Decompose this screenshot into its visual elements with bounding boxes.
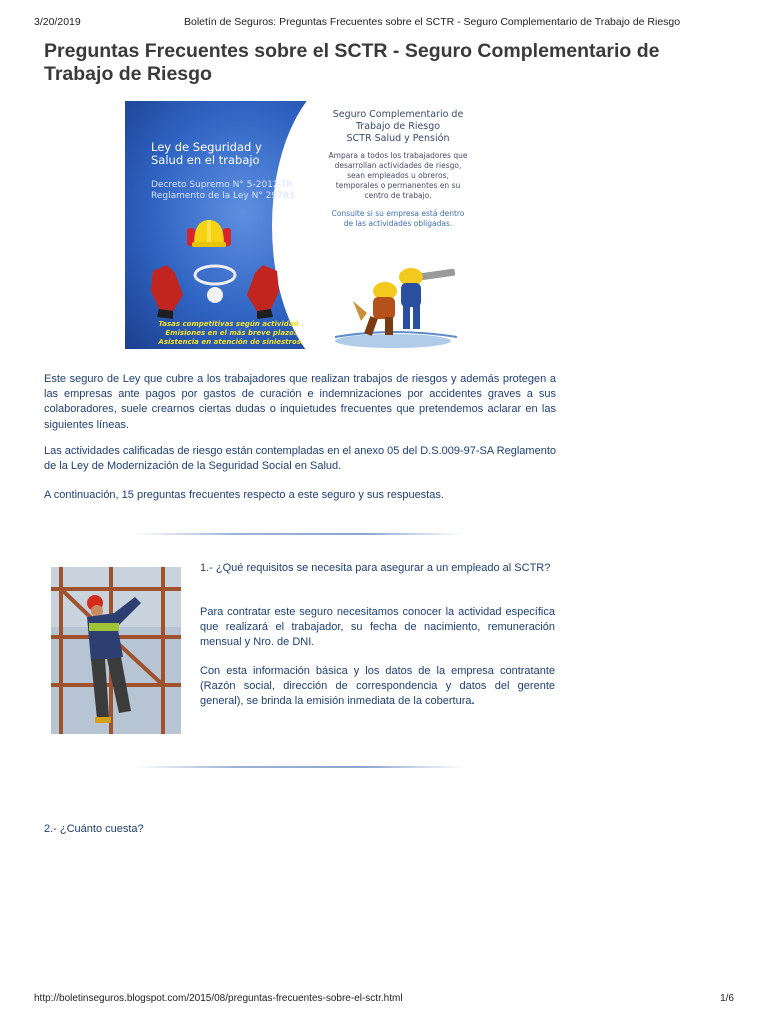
rates-line-1: Tasas competitivas según actividad .: [158, 320, 304, 328]
print-url: http://boletinseguros.blogspot.com/2015/08/preguntas-frecuentes-sobre-el-sctr.html: [34, 993, 403, 1004]
intro-paragraph-1: Este seguro de Ley que cubre a los trabajadores que realizan trabajos de riesgos y además protegen a las empresas ante pagos por gastos de curación e indemnizaciones por accidentes graves a sus colaboradores, suele crearnos ciertas dudas o inquietudes frecuentes que pretendemos aclarar en las siguientes líneas.: [44, 373, 556, 431]
page-title: Preguntas Frecuentes sobre el SCTR - Seguro Complementario de Trabajo de Riesgo: [44, 40, 660, 85]
sctr-title-line-3: SCTR Salud y Pensión: [346, 133, 450, 144]
answer-1-paragraph-2: [200, 664, 555, 710]
banner-sctr-title: [323, 109, 473, 145]
sctr-title-line-1: Seguro Complementario de: [332, 109, 464, 120]
desc-line-3: sean empleados u obreros,: [347, 171, 449, 180]
law-title-line-1: Ley de Seguridad y: [151, 140, 262, 154]
desc-line-5: centro de trabajo.: [364, 191, 432, 200]
decree-line-1: Decreto Supremo N° 5-2012-TR: [151, 180, 293, 190]
banner-law-title: [151, 141, 262, 167]
banner-description: [323, 151, 473, 201]
hard-hat-icon: [185, 214, 233, 258]
print-page-title: Boletín de Seguros: Preguntas Frecuentes sobre el SCTR - Seguro Complementario de Trabajo de Riesgo: [184, 16, 681, 28]
print-page-number: 1/6: [720, 993, 734, 1004]
decree-line-2: Reglamento de la Ley N° 29783: [151, 191, 295, 201]
print-header: [34, 16, 734, 30]
banner-note: [323, 209, 473, 229]
intro-paragraph-3: A continuación, 15 preguntas frecuentes respecto a este seguro y sus respuestas.: [44, 489, 444, 501]
sctr-banner-image: [125, 101, 475, 349]
note-line-2: de las actividades obligadas.: [343, 219, 453, 228]
answer-1-period: .: [471, 695, 475, 708]
sctr-title-line-2: Trabajo de Riesgo: [355, 121, 441, 132]
desc-line-1: Ampara a todos los trabajadores que: [328, 151, 468, 160]
cartoon-workers-illustration: [333, 261, 459, 349]
construction-worker-photo: [51, 567, 181, 734]
banner-rates-text: [141, 320, 321, 347]
banner-text-panel: [323, 109, 473, 229]
safety-gloves-icon: [145, 261, 285, 321]
question-1: 1.- ¿Qué requisitos se necesita para asegurar a un empleado al SCTR?: [200, 562, 551, 574]
note-line-1: Consulte si su empresa está dentro: [331, 209, 465, 218]
question-2: 2.- ¿Cuánto cuesta?: [44, 823, 144, 835]
answer-1-text: Con esta información básica y los datos de la empresa contratante (Razón social, dirección de correspondencia y datos del gerente general), se brinda la emisión inmediata de la cobertura: [200, 665, 555, 708]
banner-decree: [151, 180, 294, 202]
banner-blue-panel: [125, 101, 322, 349]
worker-scaffold-image: [51, 567, 181, 734]
rates-line-3: Asistencia en atención de siniestros.: [158, 338, 304, 346]
desc-line-2: desarrollan actividades de riesgo,: [334, 161, 462, 170]
print-date: 3/20/2019: [34, 16, 81, 28]
law-title-line-2: Salud en el trabajo: [151, 153, 260, 167]
intro-paragraph-2: Las actividades calificadas de riesgo están contempladas en el anexo 05 del D.S.009-97-SA Reglamento de la Ley de Modernización de la Seguridad Social en Salud.: [44, 445, 556, 473]
section-divider: [134, 533, 464, 535]
rates-line-2: Emisiones en el más breve plazo.: [165, 329, 297, 337]
section-divider-2: [134, 766, 464, 768]
desc-line-4: temporales o permanentes en su: [335, 181, 461, 190]
answer-1-paragraph-1: Para contratar este seguro necesitamos conocer la actividad específica que realizará el trabajador, su fecha de nacimiento, remuneración mensual y Nro. de DNI.: [200, 606, 555, 649]
